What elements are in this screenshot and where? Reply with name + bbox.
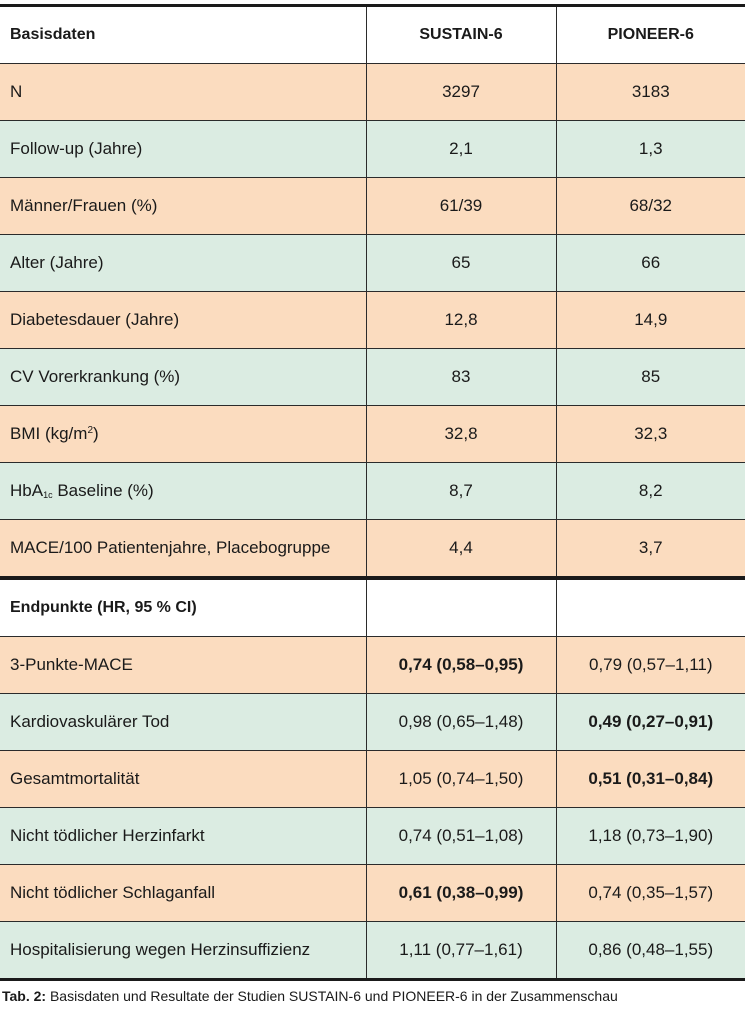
section-empty-cell <box>366 578 556 637</box>
pioneer6-value: 32,3 <box>556 406 745 463</box>
superscript-2: 2 <box>87 425 94 436</box>
pioneer6-value: 8,2 <box>556 463 745 520</box>
table-row <box>0 64 745 121</box>
row-label: Hospitalisierung wegen Herzinsuffizienz <box>0 922 366 980</box>
sustain6-value: 61/39 <box>366 178 556 235</box>
bmi-label-text: BMI (kg/m <box>10 424 88 443</box>
sustain6-value: 0,98 (0,65–1,48) <box>366 694 556 751</box>
table-row <box>0 292 745 349</box>
row-label: Gesamtmortalität <box>0 751 366 808</box>
sustain6-value: 8,7 <box>366 463 556 520</box>
pioneer6-value: 0,74 (0,35–1,57) <box>556 865 745 922</box>
row-label: 3-Punkte-MACE <box>0 637 366 694</box>
hba-label-rest: Baseline (%) <box>52 481 154 500</box>
row-label: MACE/100 Patientenjahre, Placebogruppe <box>0 520 366 579</box>
header-sustain6: SUSTAIN-6 <box>366 6 556 64</box>
sustain6-value: 1,11 (0,77–1,61) <box>366 922 556 980</box>
pioneer6-value: 3,7 <box>556 520 745 579</box>
sustain6-value: 0,61 (0,38–0,99) <box>366 865 556 922</box>
row-label: Alter (Jahre) <box>0 235 366 292</box>
bmi-label-close: ) <box>93 424 99 443</box>
caption-prefix: Tab. 2: <box>2 988 47 1004</box>
row-label: N <box>0 64 366 121</box>
study-comparison-table <box>0 4 745 981</box>
table-row <box>0 694 745 751</box>
sustain6-value: 2,1 <box>366 121 556 178</box>
pioneer6-value: 0,86 (0,48–1,55) <box>556 922 745 980</box>
table-row <box>0 463 745 520</box>
table-row <box>0 121 745 178</box>
table-row <box>0 808 745 865</box>
pioneer6-value: 85 <box>556 349 745 406</box>
table-row <box>0 349 745 406</box>
pioneer6-value: 3183 <box>556 64 745 121</box>
section-empty-cell <box>556 578 745 637</box>
row-label: Kardiovaskulärer Tod <box>0 694 366 751</box>
table-row <box>0 865 745 922</box>
row-label: Männer/Frauen (%) <box>0 178 366 235</box>
table-row <box>0 922 745 980</box>
sustain6-value: 12,8 <box>366 292 556 349</box>
section-header-row <box>0 578 745 637</box>
table-row <box>0 235 745 292</box>
table-row <box>0 751 745 808</box>
hba-label-text: HbA <box>10 481 44 500</box>
row-label <box>0 406 366 463</box>
sustain6-value: 65 <box>366 235 556 292</box>
table-row <box>0 178 745 235</box>
section-label: Endpunkte (HR, 95 % CI) <box>0 578 366 637</box>
pioneer6-value: 0,79 (0,57–1,11) <box>556 637 745 694</box>
pioneer6-value: 14,9 <box>556 292 745 349</box>
pioneer6-value: 0,51 (0,31–0,84) <box>556 751 745 808</box>
table-row <box>0 520 745 579</box>
pioneer6-value: 1,3 <box>556 121 745 178</box>
pioneer6-value: 66 <box>556 235 745 292</box>
pioneer6-value: 1,18 (0,73–1,90) <box>556 808 745 865</box>
sustain6-value: 3297 <box>366 64 556 121</box>
header-pioneer6: PIONEER-6 <box>556 6 745 64</box>
sustain6-value: 1,05 (0,74–1,50) <box>366 751 556 808</box>
pioneer6-value: 68/32 <box>556 178 745 235</box>
sustain6-value: 83 <box>366 349 556 406</box>
table-header-row <box>0 6 745 64</box>
sustain6-value: 32,8 <box>366 406 556 463</box>
subscript-1c: 1c <box>43 490 53 500</box>
table-caption <box>2 988 746 1004</box>
row-label: CV Vorerkrankung (%) <box>0 349 366 406</box>
pioneer6-value: 0,49 (0,27–0,91) <box>556 694 745 751</box>
row-label: Follow-up (Jahre) <box>0 121 366 178</box>
row-label <box>0 463 366 520</box>
sustain6-value: 0,74 (0,51–1,08) <box>366 808 556 865</box>
row-label: Diabetesdauer (Jahre) <box>0 292 366 349</box>
table-row <box>0 406 745 463</box>
table-row <box>0 637 745 694</box>
caption-text: Basisdaten und Resultate der Studien SUSTAIN-6 und PIONEER-6 in der Zusammenschau <box>46 988 618 1004</box>
row-label: Nicht tödlicher Herzinfarkt <box>0 808 366 865</box>
sustain6-value: 0,74 (0,58–0,95) <box>366 637 556 694</box>
header-label: Basisdaten <box>0 6 366 64</box>
sustain6-value: 4,4 <box>366 520 556 579</box>
row-label: Nicht tödlicher Schlaganfall <box>0 865 366 922</box>
